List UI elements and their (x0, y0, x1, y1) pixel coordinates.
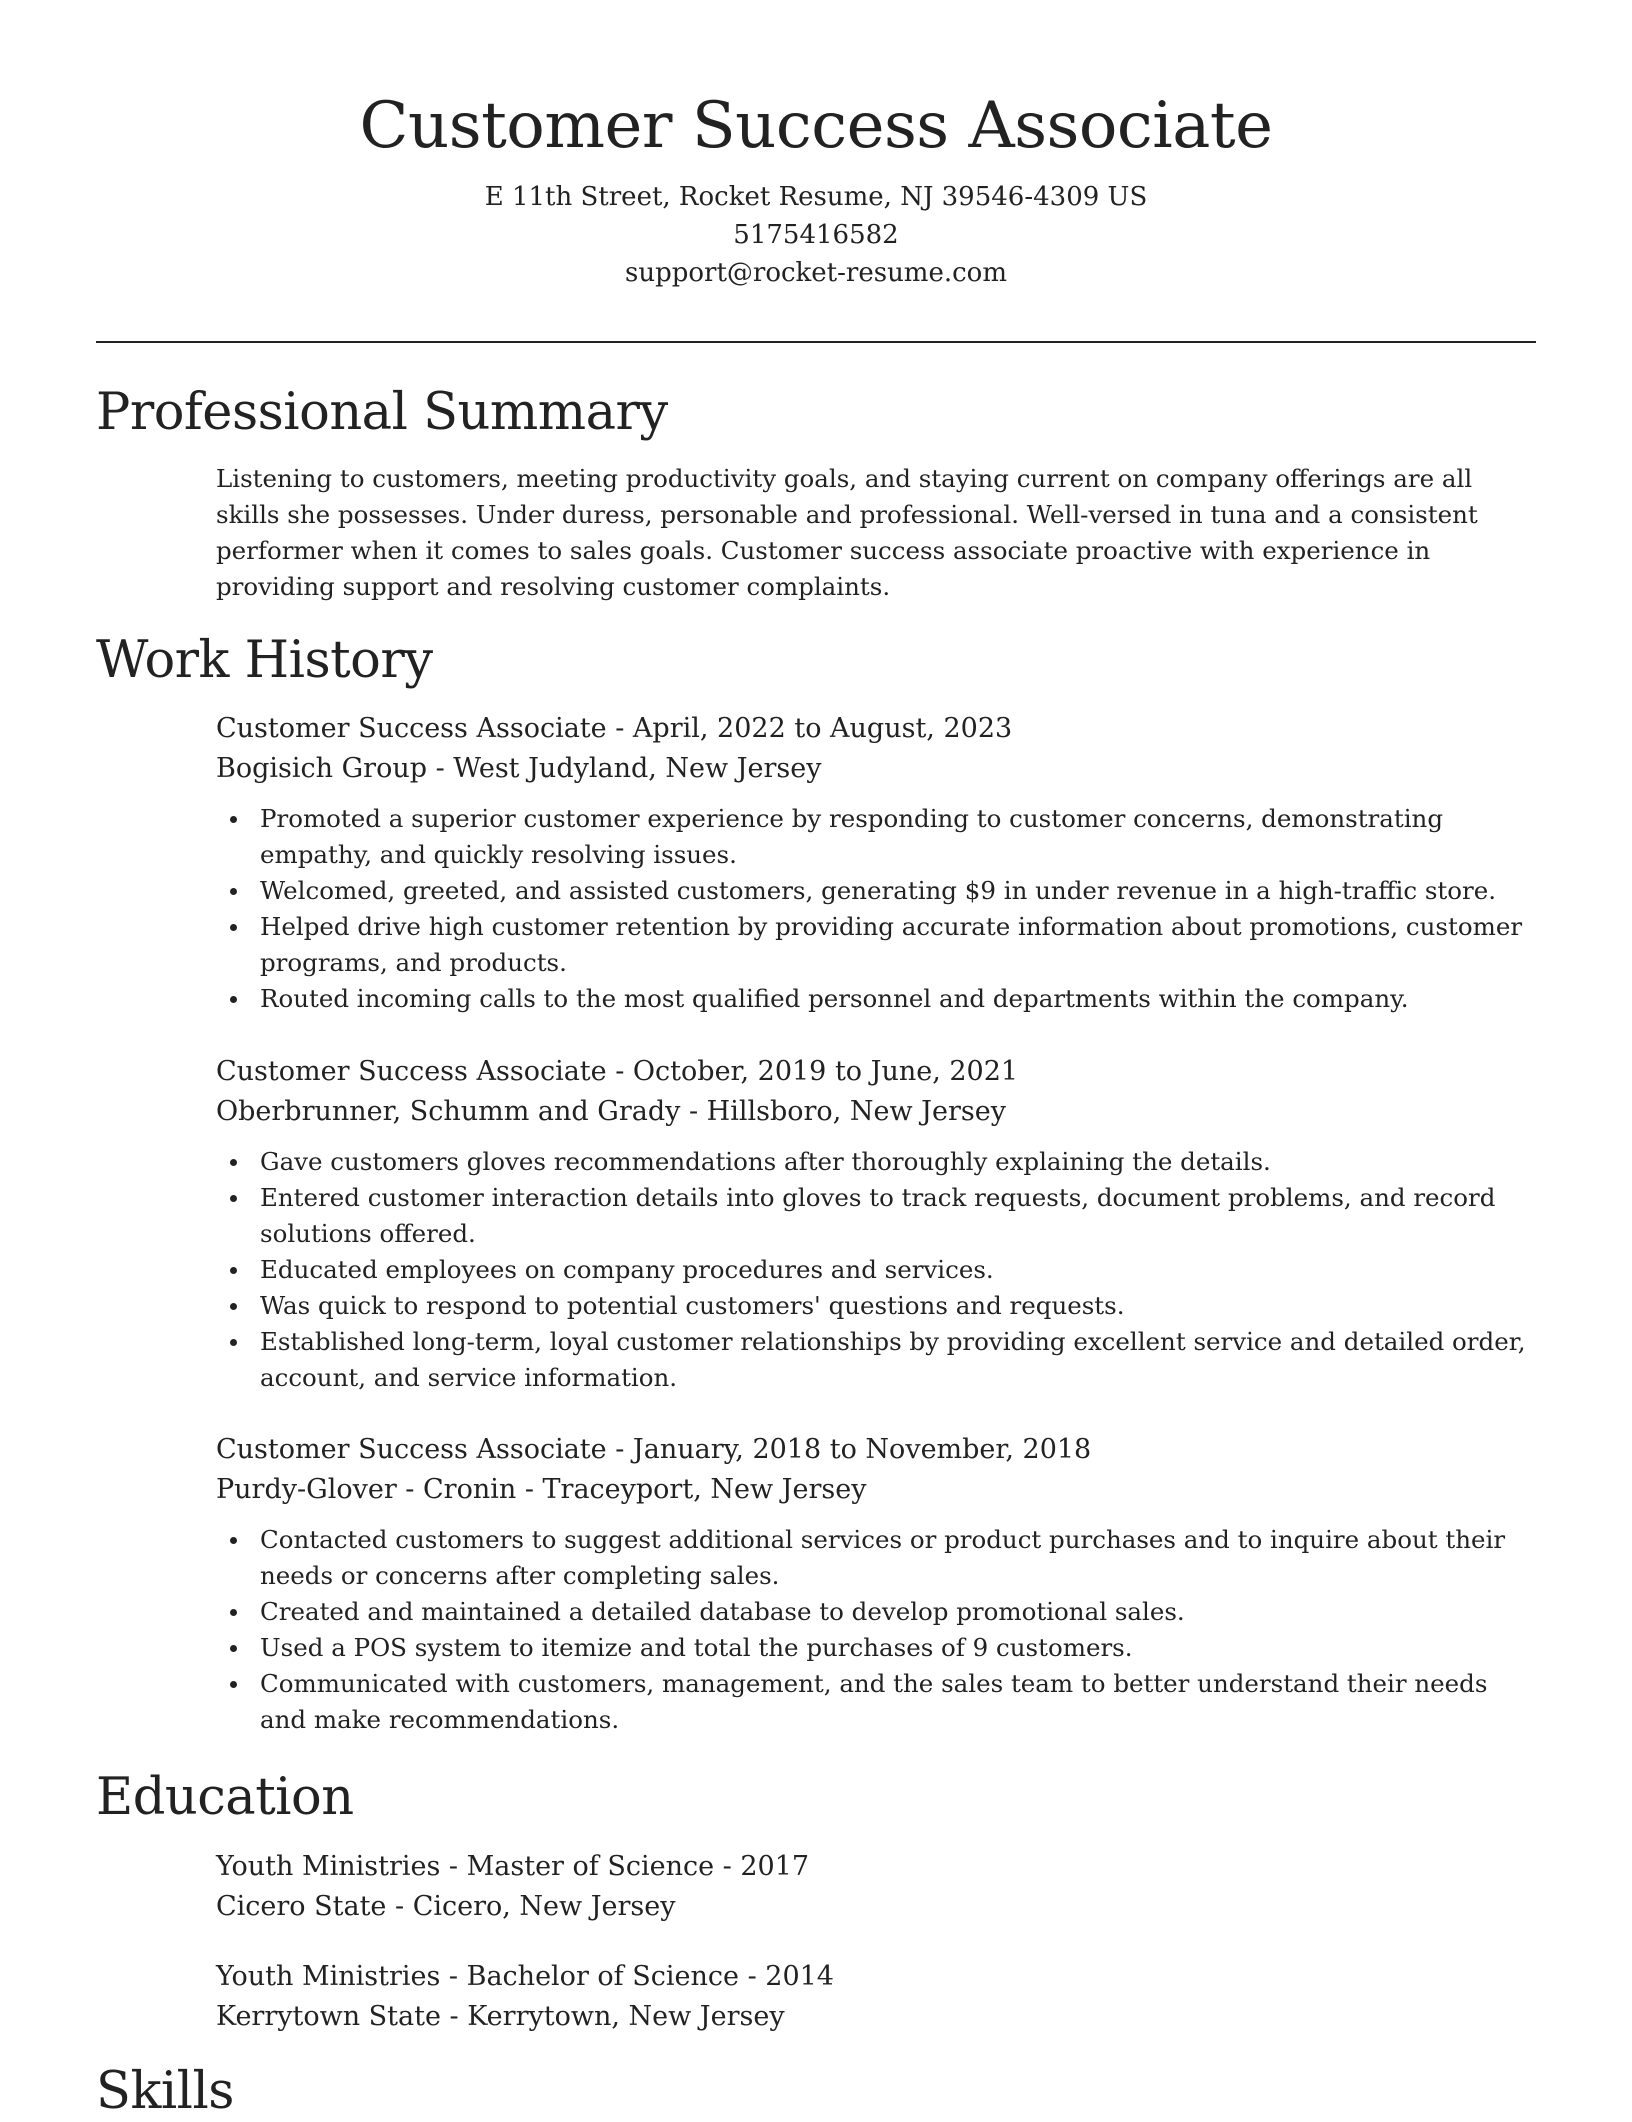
job-bullets (216, 801, 1536, 1017)
summary-text: Listening to customers, meeting productivity goals, and staying current on company offerings are all skills she possesses. Under duress, personable and professional. Well-versed in tuna and a consistent performer when it comes to sales goals. Customer success associate proactive with experience in providing support and resolving customer complaints. (216, 464, 1478, 601)
job-bullet: Entered customer interaction details into gloves to track requests, document problems, and record solutions offered. (260, 1180, 1536, 1252)
job-bullets (216, 1144, 1536, 1396)
section-heading-education: Education (96, 1768, 354, 1827)
job-entry (216, 709, 1536, 1017)
job-bullet: Communicated with customers, management, and the sales team to better understand their needs and make recommendations. (260, 1666, 1536, 1738)
candidate-title: Customer Success Associate (359, 89, 1273, 163)
job-bullet: Routed incoming calls to the most qualified personnel and departments within the company. (260, 981, 1536, 1017)
job-title-line: Customer Success Associate - October, 2019 to June, 2021 (216, 1056, 1019, 1087)
education-entry (216, 1847, 1536, 1927)
job-bullet: Was quick to respond to potential customers' questions and requests. (260, 1288, 1536, 1324)
contact-info (0, 178, 1632, 292)
section-heading-skills: Skills (96, 2062, 234, 2121)
job-bullet: Promoted a superior customer experience by responding to customer concerns, demonstrating empathy, and quickly resolving issues. (260, 801, 1536, 873)
education-school-line: Cicero State - Cicero, New Jersey (216, 1891, 676, 1922)
education-degree-line: Youth Ministries - Bachelor of Science - 2014 (216, 1961, 834, 1992)
job-title-line: Customer Success Associate - April, 2022 to August, 2023 (216, 713, 1013, 744)
education-degree-line: Youth Ministries - Master of Science - 2017 (216, 1851, 810, 1882)
job-company-line: Bogisich Group - West Judyland, New Jersey (216, 753, 822, 784)
resume-header (0, 0, 1632, 292)
job-bullet: Contacted customers to suggest additional services or product purchases and to inquire about their needs or concerns after completing sales. (260, 1522, 1536, 1594)
contact-address: E 11th Street, Rocket Resume, NJ 39546-4309 US (484, 182, 1148, 212)
job-bullet: Helped drive high customer retention by providing accurate information about promotions, customer programs, and products. (260, 909, 1536, 981)
education-entry (216, 1957, 1536, 2037)
job-bullet: Created and maintained a detailed database to develop promotional sales. (260, 1594, 1536, 1630)
header-divider (96, 341, 1536, 343)
job-company-line: Purdy-Glover - Cronin - Traceyport, New Jersey (216, 1474, 867, 1505)
job-entry (216, 1430, 1536, 1738)
section-heading-work: Work History (96, 631, 433, 690)
job-bullet: Gave customers gloves recommendations after thoroughly explaining the details. (260, 1144, 1536, 1180)
contact-phone: 5175416582 (733, 220, 899, 250)
job-bullet: Educated employees on company procedures and services. (260, 1252, 1536, 1288)
job-entry (216, 1052, 1536, 1396)
job-bullet: Established long-term, loyal customer relationships by providing excellent service and detailed order, account, and service information. (260, 1324, 1536, 1396)
job-company-line: Oberbrunner, Schumm and Grady - Hillsboro, New Jersey (216, 1096, 1006, 1127)
summary-block (216, 461, 1536, 605)
job-bullets (216, 1522, 1536, 1738)
job-bullet: Welcomed, greeted, and assisted customers, generating $9 in under revenue in a high-traffic store. (260, 873, 1536, 909)
job-bullet: Used a POS system to itemize and total the purchases of 9 customers. (260, 1630, 1536, 1666)
section-heading-summary: Professional Summary (96, 383, 668, 442)
job-title-line: Customer Success Associate - January, 2018 to November, 2018 (216, 1434, 1092, 1465)
education-school-line: Kerrytown State - Kerrytown, New Jersey (216, 2001, 785, 2032)
contact-email: support@rocket-resume.com (624, 258, 1007, 288)
